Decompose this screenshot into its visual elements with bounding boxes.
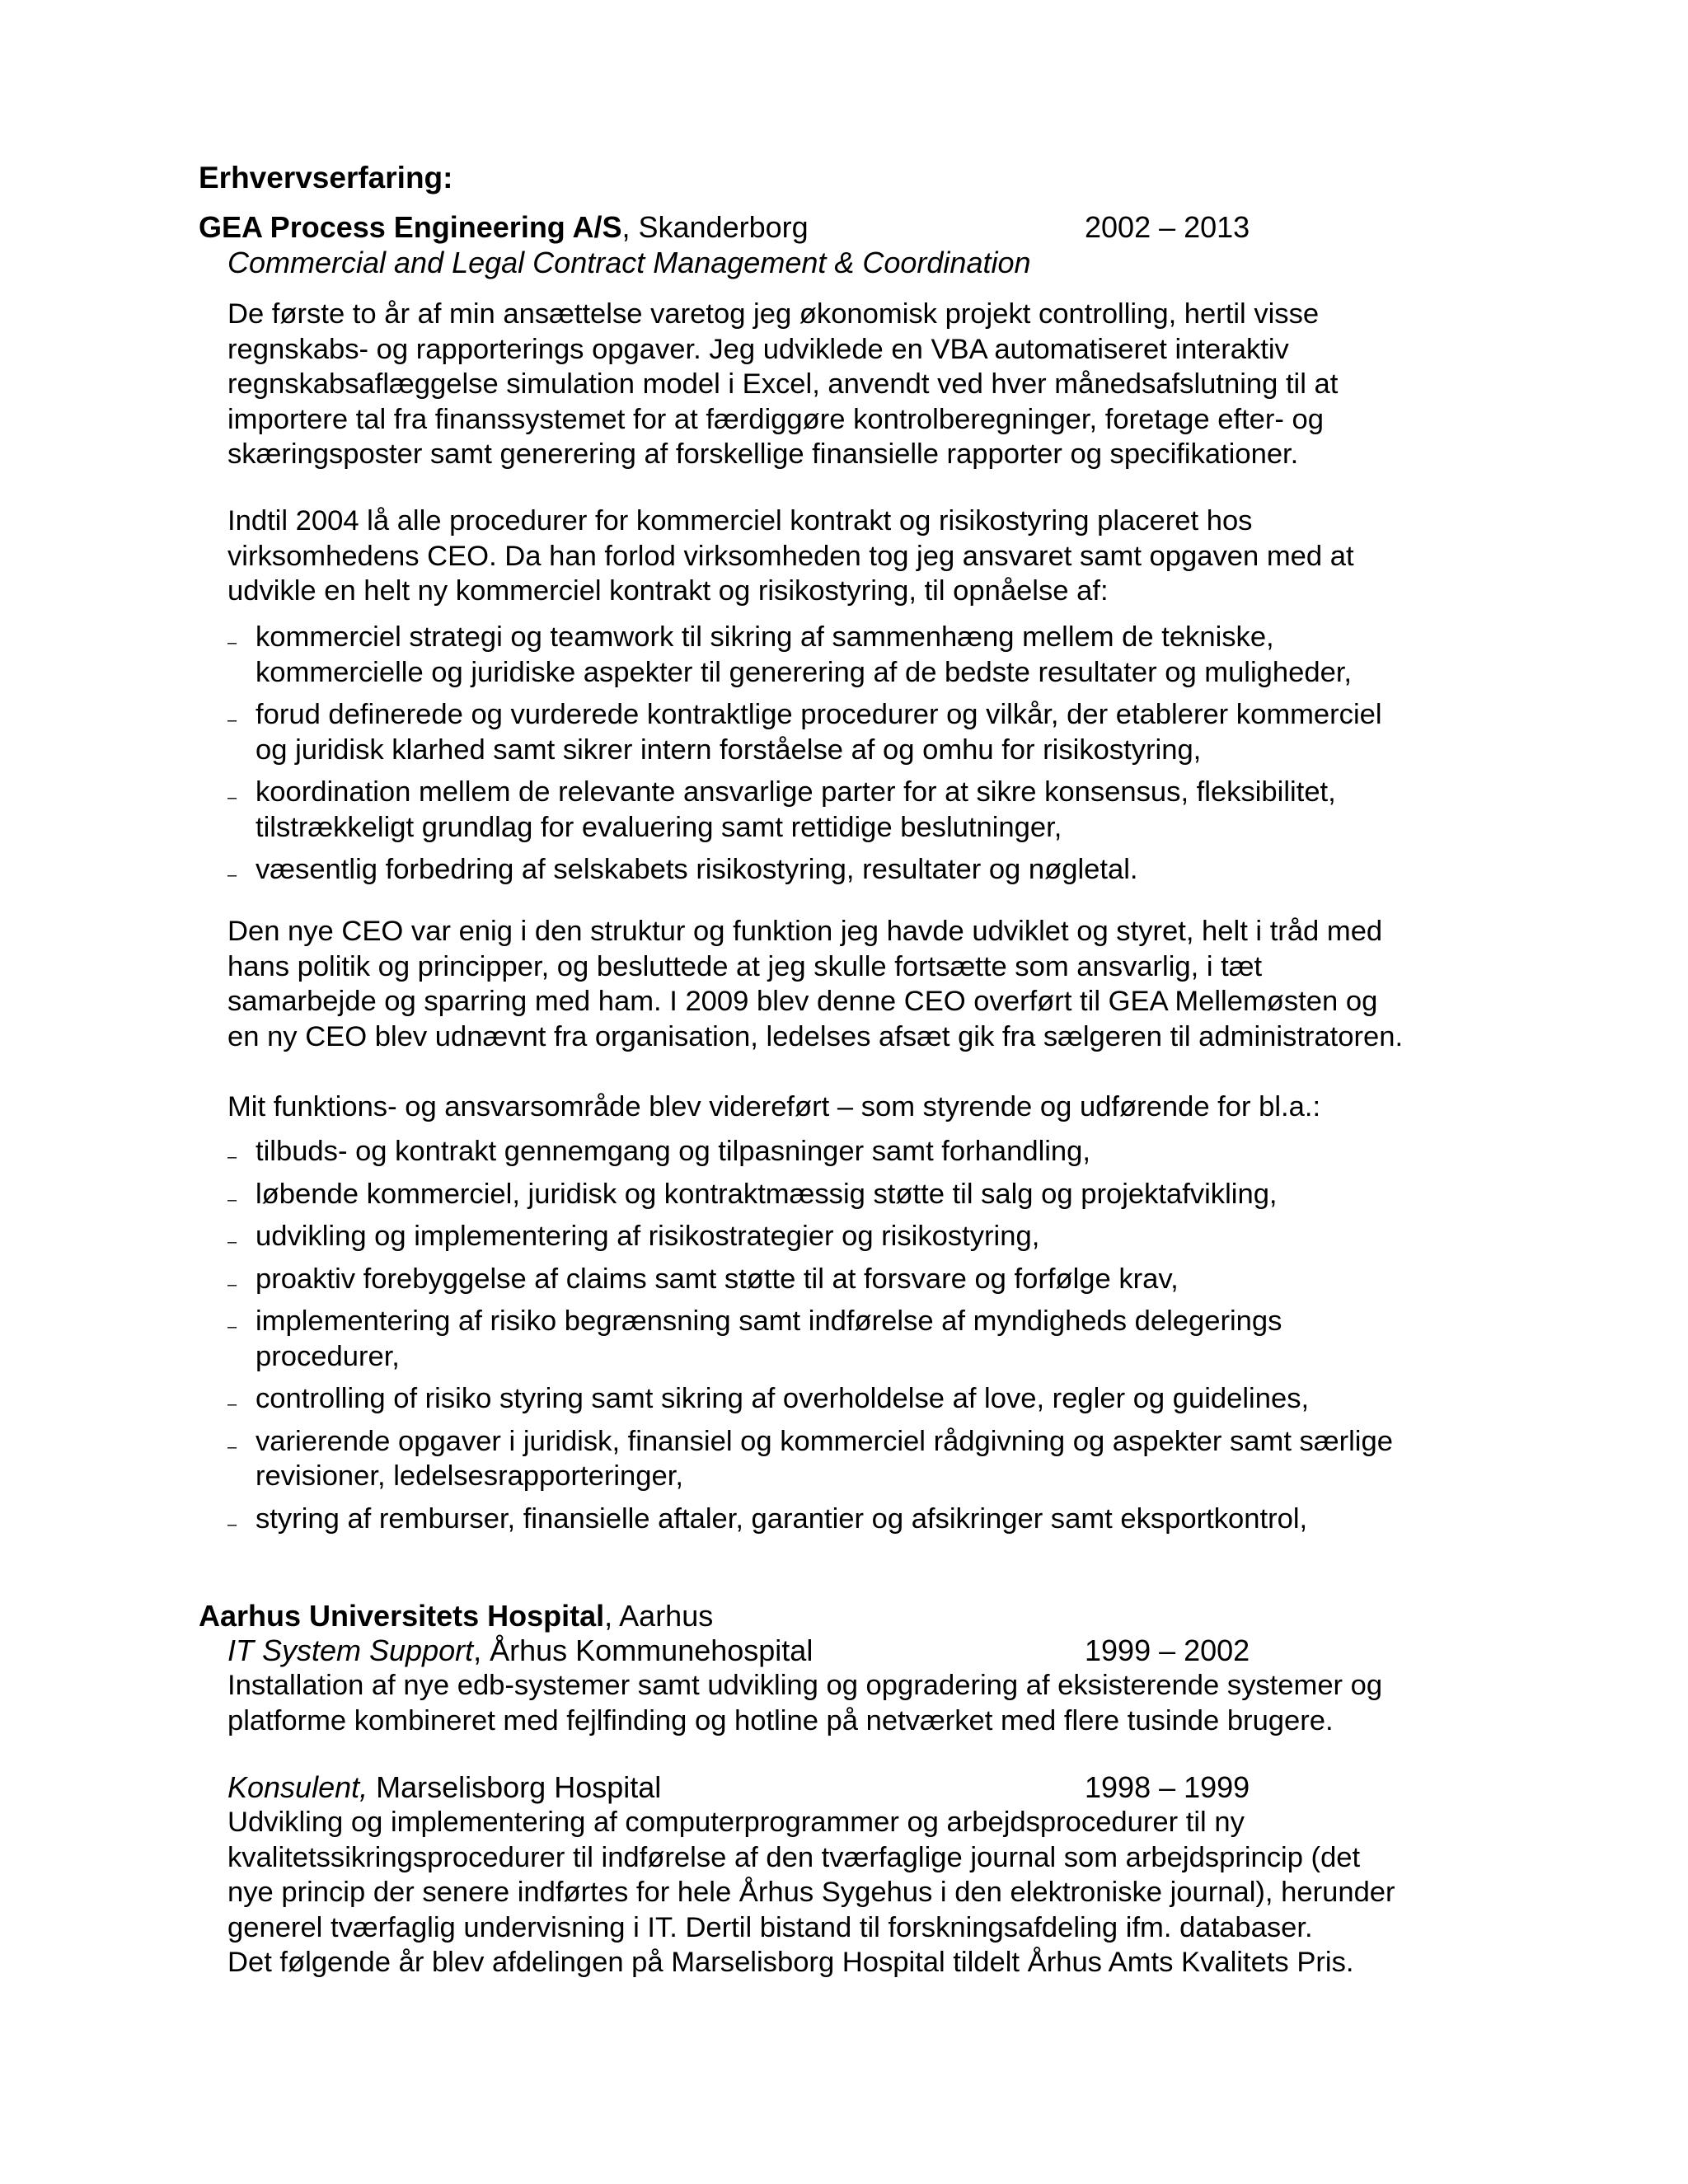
dash-bullet-icon: – xyxy=(227,1515,237,1534)
gea-role-title: Commercial and Legal Contract Management & Coordination xyxy=(227,246,1031,279)
auh-role-2 xyxy=(227,1769,661,1806)
auh-period-2: 1998 – 1999 xyxy=(1085,1770,1250,1804)
list-item: – controlling of risiko styring samt sikring af overholdelse af love, regler og guidelines, xyxy=(227,1381,1489,1417)
section-heading: Erhvervserfaring: xyxy=(199,161,453,194)
auh-role-1 xyxy=(227,1633,813,1669)
auh-role-2-place: Marselisborg Hospital xyxy=(368,1770,662,1804)
gea-period: 2002 – 2013 xyxy=(1085,210,1250,244)
gea-role xyxy=(227,245,1031,281)
dash-bullet-icon: – xyxy=(227,1395,237,1413)
dash-bullet-icon: – xyxy=(227,1437,237,1456)
gea-location: , Skanderborg xyxy=(621,210,809,244)
auh-location: , Aarhus xyxy=(604,1599,714,1633)
dash-bullet-icon: – xyxy=(227,1190,237,1209)
auh-role-1-place: , Århus Kommunehospital xyxy=(473,1633,814,1667)
gea-objectives-list xyxy=(227,620,1489,888)
gea-company-name: GEA Process Engineering A/S xyxy=(199,210,622,244)
dash-bullet-icon: – xyxy=(227,1275,237,1294)
gea-paragraph-3: Den nye CEO var enig i den struktur og funktion jeg havde udviklet og styret, helt i tråd med hans politik og principper, og besluttede at jeg skulle fortsætte som ansvarlig, i tæt samarbejde og sparring med ham. I 2009 blev denne CEO overført til GEA Mellemøsten og en ny CEO blev udnævnt fra organisation, ledelses afsæt gik fra sælgeren til administratoren. xyxy=(227,916,1404,1052)
gea-paragraph-4: Mit funktions- og ansvarsområde blev videreført – som styrende og udførende for bl.a.: xyxy=(227,1091,1321,1122)
list-item: – løbende kommerciel, juridisk og kontraktmæssig støtte til salg og projektafvikling, xyxy=(227,1177,1489,1212)
auh-entry-header xyxy=(199,1598,713,1634)
auh-role-2-title: Konsulent, xyxy=(227,1770,368,1804)
dash-bullet-icon: – xyxy=(227,711,237,729)
list-item: – udvikling og implementering af risikostrategier og risikostyring, xyxy=(227,1219,1489,1254)
gea-paragraph-1: De første to år af min ansættelse varetog jeg økonomisk projekt controlling, hertil visse regnskabs- og rapporterings opgaver. Jeg udviklede en VBA automatiseret interaktiv regnskabsaflæggelse simulation model i Excel, anvendt ved hver månedsafslutning til at importere tal fra finanssystemet for at færdiggøre kontrolberegninger, foretage efter- og skæringsposter samt generering af forskellige finansielle rapporter og specifikationer. xyxy=(227,298,1339,470)
dash-bullet-icon: – xyxy=(227,789,237,807)
list-item: – væsentlig forbedring af selskabets risikostyring, resultater og nøgletal. xyxy=(227,852,1489,888)
dash-bullet-icon: – xyxy=(227,866,237,884)
auh-description-2: Udvikling og implementering af computerprogrammer og arbejdsprocedurer til ny kvalitetssikringsprocedurer til indførelse af den tværfaglige journal som arbejdsprincip (det nye princip der senere indførtes for hele Århus Sygehus i den elektroniske journal), herunder generel tværfaglig undervisning i IT. Dertil bistand til forskningsafdeling ifm. databaser. Det følgende år blev afdelingen på Marselisborg Hospital tildelt Århus Amts Kvalitets Pris. xyxy=(227,1807,1395,1978)
gea-entry-header xyxy=(199,209,809,246)
list-item: – styring af remburser, finansielle aftaler, garantier og afsikringer samt eksportkontrol, xyxy=(227,1502,1489,1537)
list-item: – implementering af risiko begrænsning samt indførelse af myndigheds delegerings procedurer, xyxy=(227,1305,1282,1372)
gea-responsibilities-list xyxy=(227,1134,1489,1536)
gea-paragraph-2: Indtil 2004 lå alle procedurer for kommerciel kontrakt og risikostyring placeret hos virksomhedens CEO. Da han forlod virksomheden tog jeg ansvaret samt opgaven med at udvikle en helt ny kommerciel kontrakt og risikostyring, til opnåelse af: xyxy=(227,505,1354,607)
auh-period-1: 1999 – 2002 xyxy=(1085,1633,1250,1667)
auh-description-1: Installation af nye edb-systemer samt udvikling og opgradering af eksisterende systemer og platforme kombineret med fejlfinding og hotline på netværket med flere tusinde brugere. xyxy=(227,1670,1383,1736)
dash-bullet-icon: – xyxy=(227,1318,237,1336)
list-item: – kommerciel strategi og teamwork til sikring af sammenhæng mellem de tekniske, kommercielle og juridiske aspekter til generering af de bedste resultater og muligheder, xyxy=(227,621,1353,688)
list-item: – koordination mellem de relevante ansvarlige parter for at sikre konsensus, fleksibilitet, tilstrækkeligt grundlag for evaluering samt rettidige beslutninger, xyxy=(227,776,1336,843)
dash-bullet-icon: – xyxy=(227,1148,237,1166)
list-item: – forud definerede og vurderede kontraktlige procedurer og vilkår, der etablerer kommerciel og juridisk klarhed samt sikrer intern forståelse af og omhu for risikostyring, xyxy=(227,699,1382,766)
list-item: – varierende opgaver i juridisk, finansiel og kommerciel rådgivning og aspekter samt særlige revisioner, ledelsesrapporteringer, xyxy=(227,1425,1393,1492)
auh-company-name: Aarhus Universitets Hospital xyxy=(199,1599,605,1633)
list-item: – tilbuds- og kontrakt gennemgang og tilpasninger samt forhandling, xyxy=(227,1134,1489,1169)
dash-bullet-icon: – xyxy=(227,634,237,652)
auh-role-1-title: IT System Support xyxy=(227,1633,474,1667)
list-item: – proaktiv forebyggelse af claims samt støtte til at forsvare og forfølge krav, xyxy=(227,1262,1489,1297)
dash-bullet-icon: – xyxy=(227,1233,237,1251)
